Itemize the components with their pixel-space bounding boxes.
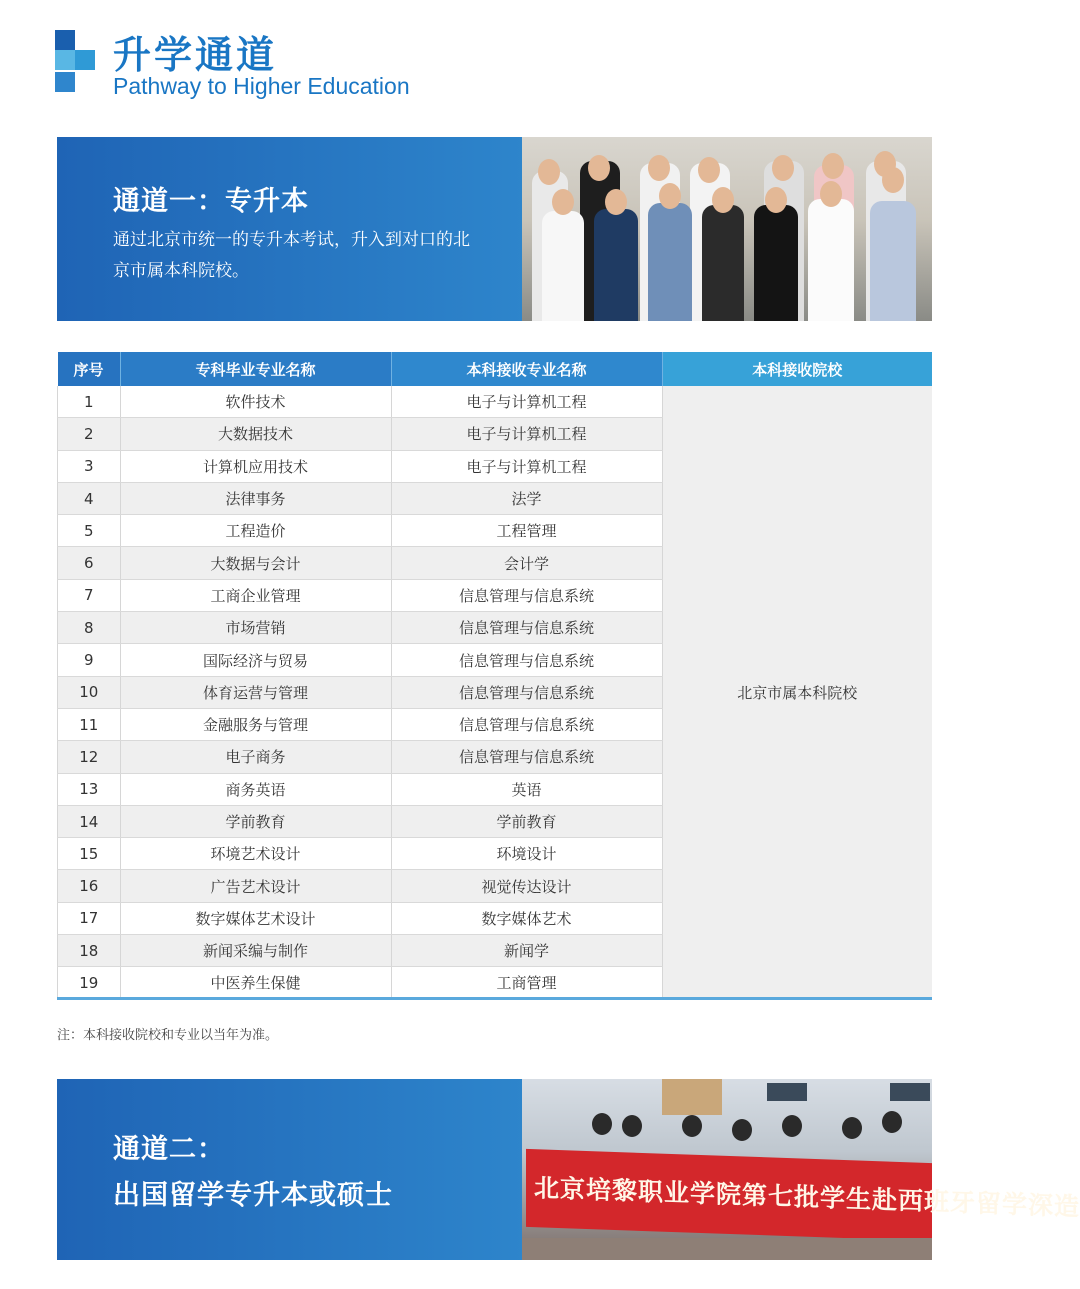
header-school: 本科接收院校	[662, 352, 932, 386]
bachelor-major: 信息管理与信息系统	[391, 676, 662, 708]
photo-banner-text: 北京培黎职业学院第七批学生赴西班牙留学深造	[526, 1149, 932, 1241]
bachelor-major: 学前教育	[391, 805, 662, 837]
college-major: 环境艺术设计	[120, 838, 391, 870]
channel2-title-line2: 出国留学专升本或硕士	[113, 1180, 393, 1211]
header-college-major: 专科毕业专业名称	[120, 352, 391, 386]
row-index: 18	[58, 935, 121, 967]
college-major: 新闻采编与制作	[120, 935, 391, 967]
bachelor-major: 数字媒体艺术	[391, 902, 662, 934]
row-index: 7	[58, 579, 121, 611]
row-index: 5	[58, 515, 121, 547]
college-major: 广告艺术设计	[120, 870, 391, 902]
row-index: 10	[58, 676, 121, 708]
channel1-description: 通过北京市统一的专升本考试，升入到对口的北京市属本科院校。	[113, 230, 470, 281]
header-bachelor-major: 本科接收专业名称	[391, 352, 662, 386]
table-row	[58, 386, 933, 418]
college-major: 中医养生保健	[120, 967, 391, 999]
channel1-title: 通道一：专升本	[113, 186, 309, 217]
table-bottom-rule	[57, 997, 932, 1000]
channel2-banner	[57, 1079, 1080, 1260]
bachelor-major: 工程管理	[391, 515, 662, 547]
college-major: 大数据技术	[120, 418, 391, 450]
bachelor-major: 会计学	[391, 547, 662, 579]
college-major: 数字媒体艺术设计	[120, 902, 391, 934]
row-index: 1	[58, 386, 121, 418]
study-abroad-photo	[522, 1079, 1080, 1260]
footnote: 注：本科接收院校和专业以当年为准。	[57, 1028, 279, 1043]
row-index: 9	[58, 644, 121, 676]
college-major: 工程造价	[120, 515, 391, 547]
bachelor-major: 信息管理与信息系统	[391, 579, 662, 611]
table-header-row	[58, 352, 933, 386]
row-index: 15	[58, 838, 121, 870]
row-index: 12	[58, 741, 121, 773]
channel2-title-line1: 通道二：	[113, 1134, 225, 1165]
row-index: 13	[58, 773, 121, 805]
bachelor-major: 信息管理与信息系统	[391, 612, 662, 644]
row-index: 4	[58, 482, 121, 514]
college-major: 大数据与会计	[120, 547, 391, 579]
row-index: 14	[58, 805, 121, 837]
channel1-banner	[57, 137, 932, 321]
bachelor-major: 电子与计算机工程	[391, 450, 662, 482]
page-subtitle: Pathway to Higher Education	[113, 73, 410, 99]
row-index: 17	[58, 902, 121, 934]
bachelor-major: 新闻学	[391, 935, 662, 967]
bachelor-major: 法学	[391, 482, 662, 514]
college-major: 工商企业管理	[120, 579, 391, 611]
bachelor-major: 环境设计	[391, 838, 662, 870]
row-index: 16	[58, 870, 121, 902]
logo-mark	[55, 30, 97, 92]
bachelor-major: 视觉传达设计	[391, 870, 662, 902]
college-major: 市场营销	[120, 612, 391, 644]
college-major: 国际经济与贸易	[120, 644, 391, 676]
college-major: 电子商务	[120, 741, 391, 773]
row-index: 8	[58, 612, 121, 644]
college-major: 金融服务与管理	[120, 708, 391, 740]
bachelor-major: 信息管理与信息系统	[391, 708, 662, 740]
college-major: 体育运营与管理	[120, 676, 391, 708]
receiving-school: 北京市属本科院校	[662, 386, 932, 999]
row-index: 6	[58, 547, 121, 579]
row-index: 11	[58, 708, 121, 740]
college-major: 软件技术	[120, 386, 391, 418]
major-table	[57, 352, 932, 1000]
header-index: 序号	[58, 352, 121, 386]
college-major: 计算机应用技术	[120, 450, 391, 482]
row-index: 3	[58, 450, 121, 482]
bachelor-major: 电子与计算机工程	[391, 386, 662, 418]
college-major: 商务英语	[120, 773, 391, 805]
bachelor-major: 英语	[391, 773, 662, 805]
bachelor-major: 信息管理与信息系统	[391, 741, 662, 773]
page-title: 升学通道	[113, 33, 278, 77]
college-major: 法律事务	[120, 482, 391, 514]
bachelor-major: 工商管理	[391, 967, 662, 999]
bachelor-major: 电子与计算机工程	[391, 418, 662, 450]
graduates-photo	[522, 137, 932, 321]
row-index: 2	[58, 418, 121, 450]
bachelor-major: 信息管理与信息系统	[391, 644, 662, 676]
college-major: 学前教育	[120, 805, 391, 837]
row-index: 19	[58, 967, 121, 999]
